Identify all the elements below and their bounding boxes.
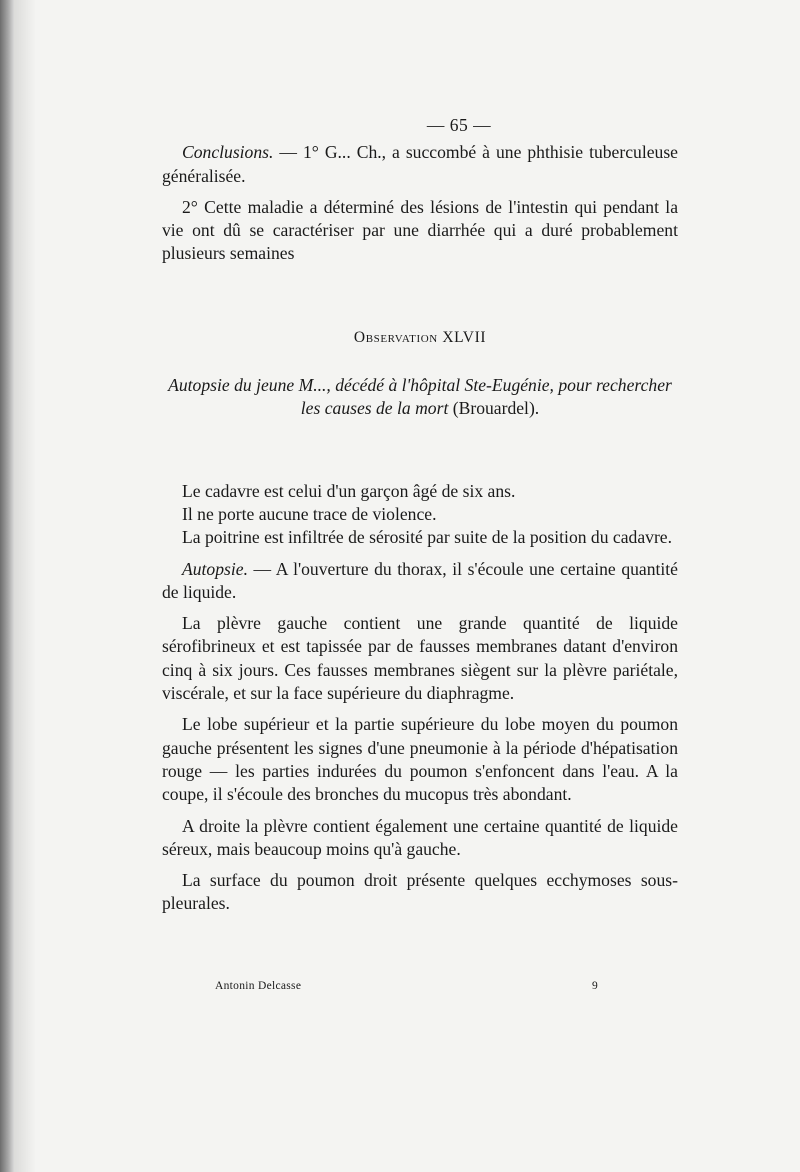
book-binding-edge — [0, 0, 14, 1172]
body-paragraph: Le cadavre est celui d'un garçon âgé de six ans. — [182, 480, 516, 501]
autopsie-label: Autopsie. — [182, 558, 248, 579]
autopsy-title-author: (Brouardel). — [448, 398, 540, 419]
autopsie-paragraph — [162, 558, 678, 605]
conclusions-label: Conclusions. — [182, 142, 274, 163]
observation-heading — [162, 326, 678, 349]
footer-sheet-number: 9 — [592, 980, 599, 992]
gutter-shadow — [14, 0, 36, 1172]
observation-word: Observation — [353, 328, 438, 346]
body-paragraph: Le lobe supérieur et la partie supérieure du lobe moyen du poumon gauche présentent les signes d'une pneumonie à la période d'hépatisation rouge — les parties indurées du poumon s'enfoncent dans l'eau. A la coupe, il s'écoule des bronches du mucopus très abondant. — [162, 714, 678, 805]
autopsy-title — [162, 374, 678, 421]
body-paragraph: La poitrine est infiltrée de sérosité par suite de la position du cadavre. — [182, 527, 673, 548]
autopsy-title-italic: Autopsie du jeune M..., décédé à l'hôpital Ste-Eugénie, pour rechercher les causes de la mort — [168, 375, 672, 419]
body-paragraph: La surface du poumon droit présente quelques ecchymoses sous-pleurales. — [162, 870, 678, 914]
conclusions-first: — 1° G... Ch., a succombé à une phthisie tuberculeuse généralisée. — [162, 142, 678, 186]
body-paragraph: A droite la plèvre contient également une certaine quantité de liquide séreux, mais beaucoup moins qu'à gauche. — [162, 815, 678, 859]
autopsie-text: — A l'ouverture du thorax, il s'écoule une certaine quantité de liquide. — [162, 558, 678, 602]
page-text-block — [162, 114, 678, 916]
page-number: — 65 — — [426, 115, 492, 135]
footer-signature: Antonin Delcasse — [215, 980, 302, 992]
body-paragraph: La plèvre gauche contient une grande quantité de liquide sérofibrineux et est tapissée par de fausses membranes datant d'environ cinq à six jours. Ces fausses membranes siègent sur la plèvre pariétale, viscérale, et sur la face supérieure du diaphragme. — [162, 613, 678, 704]
conclusions-paragraph — [162, 141, 678, 188]
body-paragraph: Il ne porte aucune trace de violence. — [182, 503, 437, 524]
conclusions-second: 2° Cette maladie a déterminé des lésions de l'intestin qui pendant la vie ont dû se caractériser par une diarrhée qui a duré probablement plusieurs semaines — [162, 196, 678, 264]
observation-number: XLVII — [437, 328, 487, 346]
